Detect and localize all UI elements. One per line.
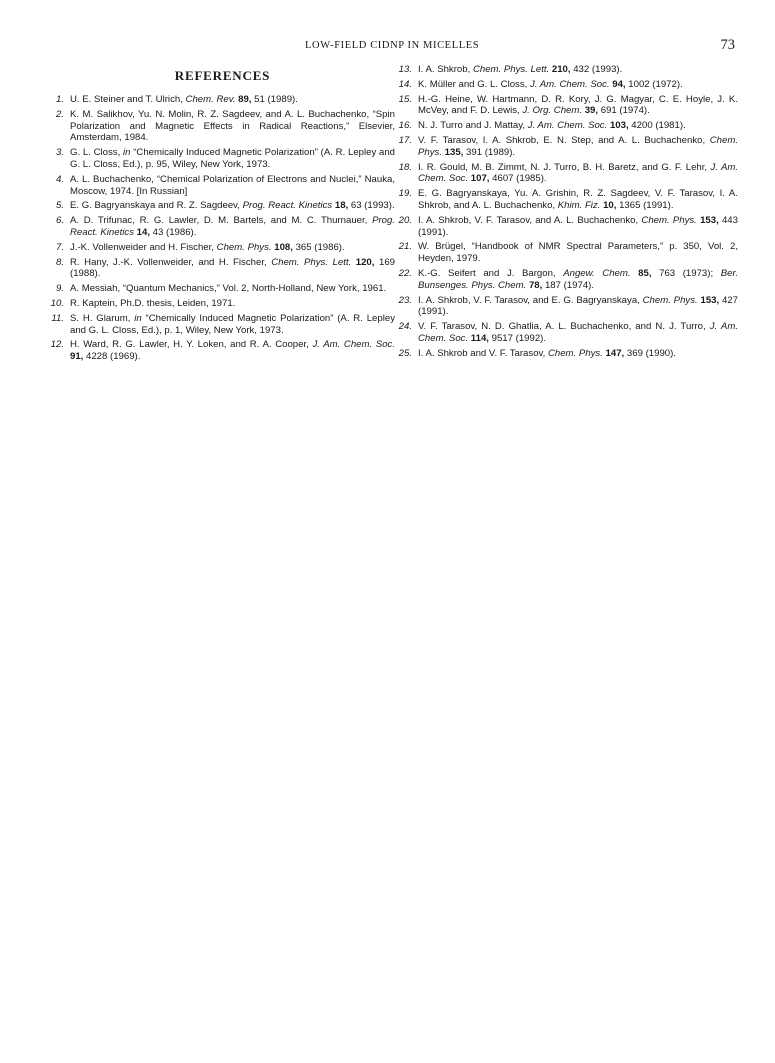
reference-text: Chem. Phys. Lett.	[472, 64, 550, 75]
reference-text: J.-K. Vollenweider and H. Fischer,	[70, 241, 217, 253]
reference-text: 153,	[700, 214, 719, 226]
reference-number: 3.	[55, 147, 64, 159]
reference-number: 8.	[55, 256, 64, 268]
reference-number: 23.	[398, 294, 412, 306]
reference-item	[50, 339, 395, 363]
reference-text: 4607 (1985).	[489, 173, 547, 185]
reference-text: 187 (1974).	[542, 279, 595, 291]
reference-text: Angew. Chem.	[563, 267, 631, 279]
reference-item	[398, 64, 738, 76]
reference-text: 39,	[584, 105, 599, 117]
reference-item	[50, 174, 395, 198]
reference-text: J. Am. Chem. Soc.	[527, 120, 608, 132]
reference-number: 2.	[55, 108, 64, 120]
reference-item	[398, 79, 738, 91]
reference-text: Chem. Phys.	[216, 241, 272, 253]
reference-text: 108,	[274, 241, 293, 253]
reference-number: 7.	[55, 241, 64, 253]
reference-number: 22.	[398, 267, 412, 279]
reference-number: 15.	[398, 93, 412, 105]
reference-text: 4200 (1981).	[628, 120, 686, 132]
reference-text: Prog. React. Kinetics	[70, 215, 395, 238]
running-head: LOW-FIELD CIDNP IN MICELLES	[305, 40, 480, 51]
reference-text: Chem. Rev.	[185, 94, 236, 105]
reference-list-right	[398, 64, 738, 360]
reference-item	[398, 268, 738, 292]
reference-text: I. R. Gould, M. B. Zimmt, N. J. Turro, B. H. Baretz, and G. F. Lehr,	[418, 161, 711, 173]
reference-text: 153,	[700, 294, 720, 306]
reference-text: 1002 (1972).	[625, 78, 683, 90]
reference-text: 78,	[528, 279, 543, 291]
reference-text: Prog. React. Kinetics	[242, 200, 333, 212]
reference-item	[398, 321, 738, 345]
page-number: 73	[720, 37, 735, 53]
references-left-column	[50, 64, 395, 366]
reference-text: J. Org. Chem.	[522, 105, 583, 117]
references-heading: REFERENCES	[174, 68, 271, 83]
reference-item	[50, 215, 395, 239]
reference-text: G. L. Closs,	[70, 147, 123, 159]
reference-text: K. Müller and G. L. Closs,	[418, 78, 530, 90]
reference-text: N. J. Turro and J. Mattay,	[418, 120, 528, 132]
reference-text: 365 (1986).	[292, 241, 345, 253]
reference-text: H. Ward, R. G. Lawler, H. Y. Loken, and R. A. Cooper,	[70, 339, 313, 351]
reference-text: 103,	[609, 120, 629, 132]
reference-text: 1365 (1991).	[616, 199, 674, 211]
reference-text: 114,	[470, 332, 489, 344]
reference-item	[398, 215, 738, 239]
reference-text: K.-G. Seifert and J. Bargon,	[418, 267, 564, 279]
reference-text: J. Am. Chem. Soc.	[529, 78, 610, 90]
reference-text: A. L. Buchachenko, “Chemical Polarization of Electrons and Nuclei,” Nauka, Moscow, 1974. [In Russian]	[70, 173, 395, 197]
reference-text: 120,	[355, 256, 375, 268]
reference-number: 6.	[55, 215, 64, 227]
reference-text: K. M. Salikhov, Yu. N. Molin, R. Z. Sagdeev, and A. L. Buchachenko, “Spin Polarization and Magnetic Effects in Radical Reactions,” Elsevier, Amsterdam, 1984.	[70, 108, 395, 144]
reference-text: Khim. Fiz.	[557, 199, 601, 211]
reference-text: “Chemically Induced Magnetic Polarization” (A. R. Lepley and G. L. Closs, Ed.), p. 95, Wiley, New York, 1973.	[70, 147, 395, 170]
reference-text: W. Brügel, “Handbook of NMR Spectral Parameters,” p. 350, Vol. 2, Heyden, 1979.	[418, 241, 738, 265]
reference-item	[398, 348, 738, 360]
reference-item	[398, 135, 738, 159]
reference-item	[50, 147, 395, 171]
reference-item	[50, 242, 395, 254]
reference-item	[398, 188, 738, 212]
reference-text: V. F. Tarasov, I. A. Shkrob, E. N. Step, and A. L. Buchachenko,	[418, 134, 710, 146]
reference-text: 443 (1991).	[418, 214, 738, 238]
reference-text: 169 (1988).	[70, 256, 396, 280]
reference-text: 391 (1989).	[463, 146, 516, 158]
reference-text: 9517 (1992).	[488, 332, 547, 344]
reference-text: R. Kaptein, Ph.D. thesis, Leiden, 1971.	[70, 297, 236, 309]
reference-text: Chem. Phys.	[418, 134, 738, 158]
reference-text: J. Am. Chem. Soc.	[418, 321, 738, 344]
reference-text: 369 (1990).	[624, 347, 676, 359]
reference-text: 107,	[470, 173, 490, 185]
reference-text: 4228 (1969).	[83, 351, 141, 363]
reference-number: 17.	[398, 134, 412, 146]
reference-number: 20.	[398, 214, 412, 226]
page-header	[0, 37, 775, 56]
reference-number: 24.	[398, 321, 412, 333]
reference-text: I. A. Shkrob, V. F. Tarasov, and E. G. Bagryanskaya,	[418, 294, 643, 306]
reference-text: U. E. Steiner and T. Ulrich,	[70, 94, 186, 105]
reference-text: 147,	[605, 347, 625, 359]
reference-text: Ber. Bunsenges. Phys. Chem.	[418, 267, 738, 291]
reference-text: 210,	[551, 64, 571, 75]
reference-text: 63 (1993).	[348, 200, 395, 212]
reference-text: 43 (1986).	[150, 226, 197, 238]
reference-text: I. A. Shkrob, V. F. Tarasov, and A. L. Buchachenko,	[418, 214, 642, 226]
reference-text: I. A. Shkrob,	[418, 64, 473, 75]
reference-number: 1.	[55, 94, 64, 105]
reference-text: 135,	[444, 146, 464, 158]
reference-number: 11.	[51, 312, 64, 324]
reference-text: E. G. Bagryanskaya and R. Z. Sagdeev,	[70, 200, 243, 212]
reference-text: 432 (1993).	[570, 64, 623, 75]
reference-text: E. G. Bagryanskaya, Yu. A. Grishin, R. Z. Sagdeev, V. F. Tarasov, I. A. Shkrob, and A. L. Buchachenko,	[418, 188, 738, 211]
reference-item	[398, 241, 738, 265]
reference-text: S. H. Glarum,	[70, 312, 135, 324]
reference-number: 9.	[55, 283, 64, 295]
reference-list-left	[50, 94, 395, 363]
reference-text: J. Am. Chem. Soc.	[312, 339, 395, 351]
reference-item	[50, 313, 395, 337]
reference-item	[50, 200, 395, 212]
reference-item	[50, 257, 395, 281]
reference-number: 14.	[398, 78, 412, 90]
reference-text: in	[134, 312, 142, 324]
reference-text: 18,	[334, 200, 349, 212]
reference-number: 4.	[55, 173, 64, 185]
reference-text: 427 (1991).	[418, 294, 738, 318]
reference-text: 91,	[70, 351, 84, 363]
reference-text: I. A. Shkrob and V. F. Tarasov,	[418, 347, 548, 359]
reference-item	[50, 283, 395, 295]
reference-number: 10.	[50, 297, 64, 309]
reference-number: 18.	[398, 161, 412, 173]
reference-text: 691 (1974).	[598, 105, 650, 117]
reference-text: 51 (1989).	[251, 94, 298, 105]
reference-text: Chem. Phys. Lett.	[271, 256, 352, 268]
reference-item	[398, 120, 738, 132]
reference-text: in	[123, 147, 131, 159]
reference-text: A. D. Trifunac, R. G. Lawler, D. M. Bartels, and M. C. Thurnauer,	[70, 215, 373, 227]
reference-text: 94,	[612, 78, 626, 90]
reference-text: Chem. Phys.	[641, 214, 697, 226]
reference-number: 16.	[398, 120, 412, 132]
reference-text: Chem. Phys.	[642, 294, 698, 306]
reference-item	[50, 94, 395, 106]
reference-text: 10,	[603, 199, 617, 211]
reference-item	[398, 94, 738, 118]
reference-text: 14,	[136, 226, 151, 238]
reference-text: 85,	[638, 267, 652, 279]
reference-text: 763 (1973);	[651, 267, 721, 279]
reference-number: 5.	[55, 200, 64, 212]
reference-text: “Chemically Induced Magnetic Polarization” (A. R. Lepley and G. L. Closs, Ed.), p. 1, Wiley, New York, 1973.	[70, 312, 395, 336]
reference-number: 19.	[398, 188, 412, 200]
reference-number: 12.	[50, 339, 64, 351]
reference-item	[50, 298, 395, 310]
reference-text: H.-G. Heine, W. Hartmann, D. R. Kory, J. G. Magyar, C. E. Hoyle, J. K. McVey, and F. D. Lewis,	[418, 93, 738, 117]
reference-text: A. Messiah, “Quantum Mechanics,” Vol. 2, North-Holland, New York, 1961.	[70, 283, 387, 295]
reference-item	[50, 109, 395, 144]
references-right-column	[398, 64, 738, 363]
reference-number: 21.	[398, 241, 412, 253]
reference-text: V. F. Tarasov, N. D. Ghatlia, A. L. Buchachenko, and N. J. Turro,	[418, 321, 710, 333]
reference-item	[398, 295, 738, 319]
reference-number: 13.	[398, 64, 412, 75]
reference-text: 89,	[238, 94, 252, 105]
reference-item	[398, 162, 738, 186]
reference-text: R. Hany, J.-K. Vollenweider, and H. Fischer,	[70, 256, 272, 268]
reference-text: Chem. Phys.	[547, 347, 603, 359]
reference-text: J. Am. Chem. Soc.	[418, 161, 738, 185]
reference-number: 25.	[398, 347, 412, 359]
